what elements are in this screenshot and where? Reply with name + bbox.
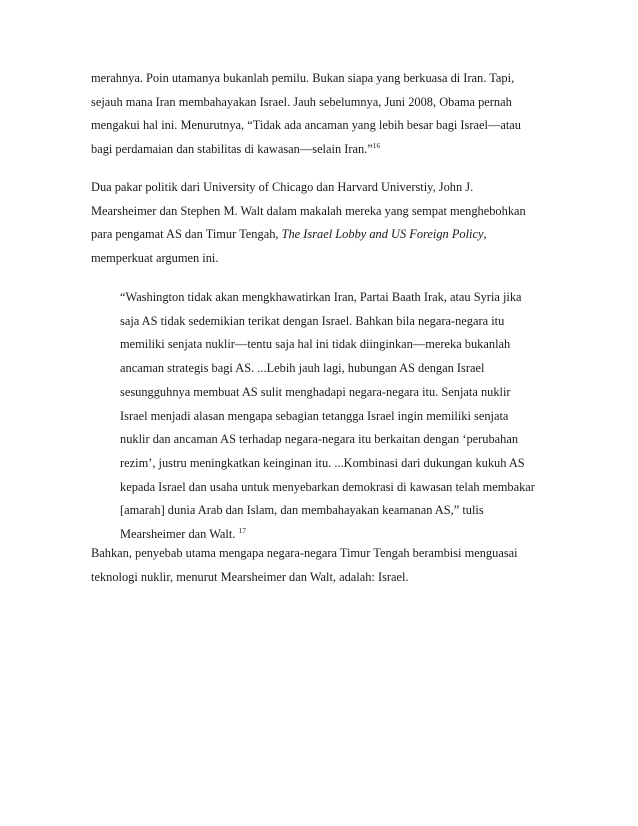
text-segment: , [483, 227, 487, 242]
text-line: Mearsheimer dan Stephen M. Walt dalam makalah mereka yang sempat menghebohkan [91, 203, 526, 218]
text-line: memperkuat argumen ini. [91, 251, 219, 266]
text-line: Bahkan, penyebab utama mengapa negara-negara Timur Tengah berambisi menguasai [91, 546, 518, 560]
quote-line: [amarah] dunia Arab dan Islam, dan membahayakan keamanan AS,” tulis [120, 503, 484, 518]
book-title: The Israel Lobby and US Foreign Policy [281, 227, 484, 242]
paragraph-obama-iran [91, 67, 561, 162]
quote-line: “Washington tidak akan mengkhawatirkan Iran, Partai Baath Irak, atau Syria jika [120, 290, 522, 304]
text-segment: para pengamat AS dan Timur Tengah, [91, 227, 282, 242]
footnote-ref-17: 17 [238, 525, 247, 535]
text-line: sejauh mana Iran membahayakan Israel. Jauh sebelumnya, Juni 2008, Obama pernah [91, 94, 512, 109]
quote-line: kepada Israel dan usaha untuk menyebarkan demokrasi di kawasan telah membakar [120, 479, 535, 494]
paragraph-mearsheimer-walt [91, 176, 561, 271]
text-line: teknologi nuklir, menurut Mearsheimer dan Walt, adalah: Israel. [91, 569, 409, 584]
quote-line: rezim’, justru meningkatkan keinginan itu. ...Kombinasi dari dukungan kukuh AS [120, 455, 525, 470]
text-segment: Mearsheimer dan Walt. [120, 527, 239, 542]
quote-line: nuklir dan ancaman AS terhadap negara-negara itu berkaitan dengan ‘perubahan [120, 432, 519, 447]
quote-line: memiliki senjata nuklir—tentu saja hal ini tidak diinginkan—mereka bukanlah [120, 337, 511, 352]
quote-line: saja AS tidak sedemikian terikat dengan Israel. Bahkan bila negara-negara itu [120, 313, 505, 328]
text-line: Dua pakar politik dari University of Chicago dan Harvard Universtiy, John J. [91, 180, 474, 194]
text-segment: bagi perdamaian dan stabilitas di kawasan—selain Iran.” [91, 142, 373, 157]
text-line [91, 223, 561, 247]
quote-line: ancaman strategis bagi AS. ...Lebih jauh lagi, hubungan AS dengan Israel [120, 361, 485, 376]
text-line: merahnya. Poin utamanya bukanlah pemilu. Bukan siapa yang berkuasa di Iran. Tapi, [91, 71, 515, 85]
footnote-ref-16: 16 [372, 140, 381, 150]
quote-line: Israel menjadi alasan mengapa sebagian tetangga Israel ingin memiliki senjata [120, 408, 509, 423]
text-line [91, 138, 561, 162]
quote-line: sesungguhnya membuat AS sulit menghadapi negara-negara itu. Senjata nuklir [120, 384, 511, 399]
text-line: mengakui hal ini. Menurutnya, “Tidak ada ancaman yang lebih besar bagi Israel—atau [91, 118, 521, 133]
block-quote [120, 286, 565, 547]
paragraph-conclusion [91, 542, 561, 589]
